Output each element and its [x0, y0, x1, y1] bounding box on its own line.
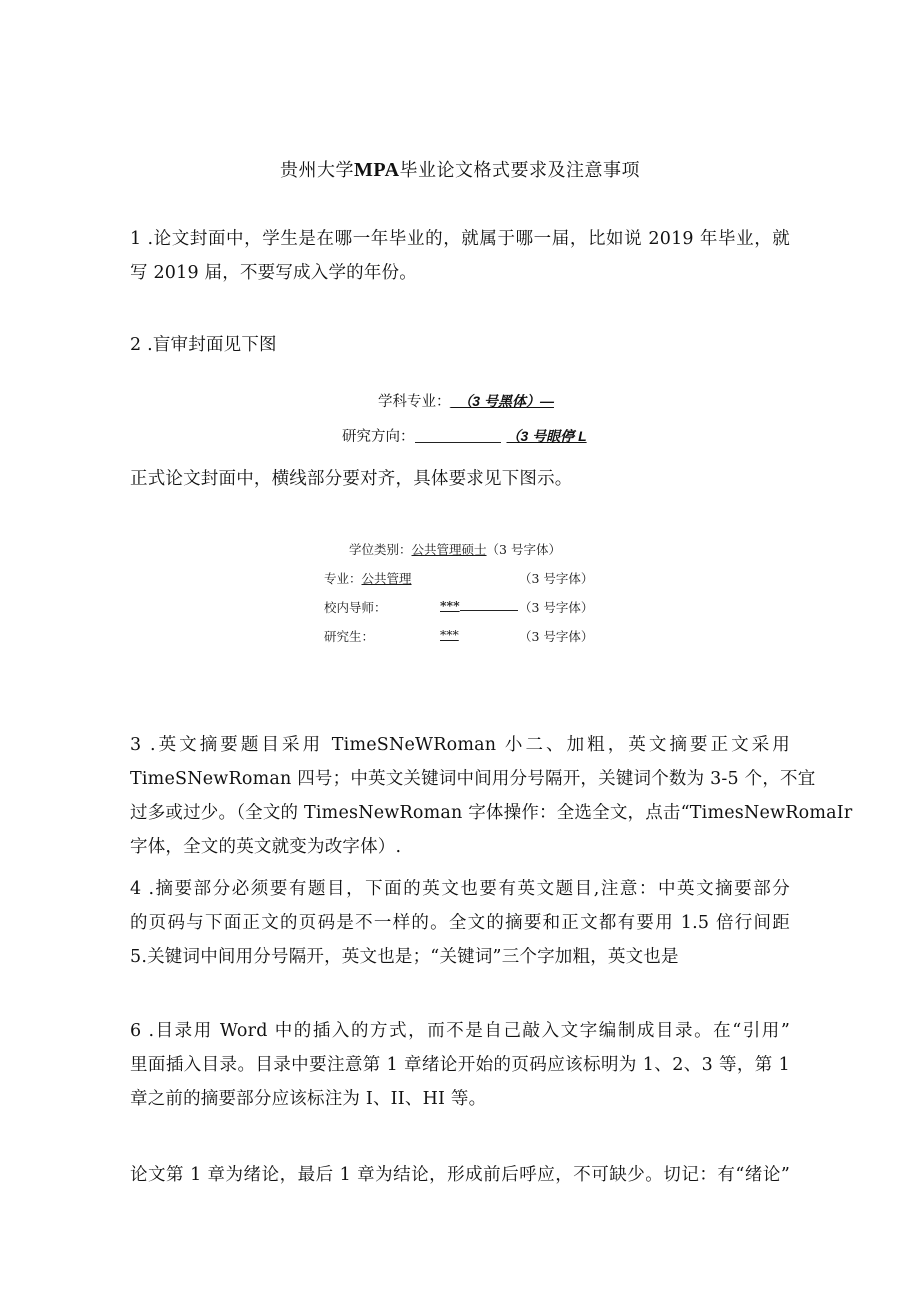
section-3-line-4: 字体，全文的英文就变为改字体）. [130, 837, 402, 857]
section-3-paragraph [130, 728, 853, 864]
figure-1-row-2-note: （3 号眼停 L [506, 428, 587, 444]
section-2-heading [130, 328, 790, 362]
section-4-line-1: 4 .摘要部分必须要有题目，下面的英文也要有英文题目,注意：中英文摘要部分 [130, 879, 790, 899]
formal-cover-note [130, 462, 790, 496]
section-6-line-1: 6 .目录用 Word 中的插入的方式，而不是自己敲入文字编制成目录。在“引用” [130, 1021, 790, 1041]
figure-2-row-1-note: （3 号字体） [486, 542, 561, 557]
figure-2-row-4-label: 研究生： [324, 629, 375, 644]
formal-cover-note-text: 正式论文封面中，横线部分要对齐，具体要求见下图示。 [130, 469, 573, 489]
figure-2-row-3-note: （3 号字体） [519, 600, 594, 615]
section-3-line-3: 过多或过少。（全文的 TimesNewRoman 字体操作：全选全文，点击“TimesNewRomaIr [130, 803, 853, 823]
figure-1-row-1-note: _（3 号黑体）— [450, 393, 554, 409]
figure-1-row-1-label: 学科专业： [378, 394, 451, 410]
title-suffix: 毕业论文格式要求及注意事项 [399, 160, 641, 181]
figure-2-row-4-value [440, 627, 459, 642]
figure-1-row-1 [378, 390, 554, 411]
figure-2-row-4-note: （3 号字体） [519, 629, 594, 644]
figure-2-row-1 [349, 540, 561, 558]
figure-2-row-4-value-text: *** [440, 627, 459, 642]
figure-2-row-3-line [460, 610, 518, 611]
figure-2-row-3-label: 校内导师： [324, 600, 387, 615]
figure-1-row-2 [342, 425, 587, 446]
final-line-1: 论文第 1 章为绪论，最后 1 章为结论，形成前后呼应，不可缺少。切记：有“绪论” [130, 1165, 790, 1185]
section-4-line-2: 的页码与下面正文的页码是不一样的。全文的摘要和正文都有要用 1.5 倍行间距 [130, 913, 790, 933]
figure-2-row-2-note: （3 号字体） [519, 571, 594, 586]
figure-2-row-2-value: 公共管理 [361, 571, 412, 586]
figure-2-row-1-label: 学位类别： [349, 542, 412, 557]
section-6-line-2: 里面插入目录。目录中要注意第 1 章绪论开始的页码应该标明为 1、2、3 等，第 1 [130, 1055, 790, 1075]
section-6-paragraph [130, 1014, 790, 1116]
figure-2-row-2-label: 专业： [324, 571, 362, 586]
figure-2-row-2-label-group [324, 569, 412, 587]
figure-2-row-1-value: 公共管理硕士 [411, 542, 487, 557]
figure-2-row-3-value: *** [440, 598, 460, 613]
section-6-line-3: 章之前的摘要部分应该标注为 I、II、HI 等。 [130, 1089, 487, 1109]
figure-1-row-2-label: 研究方向： [342, 429, 415, 445]
section-5-line: 5.关键词中间用分号隔开，英文也是；“关键词”三个字加粗，英文也是 [130, 947, 679, 967]
page-title [0, 156, 920, 182]
section-1-paragraph [130, 222, 790, 290]
section-3-line-2: TimeSNewRoman 四号；中英文关键词中间用分号隔开，关键词个数为 3-5 个，不宜 [130, 769, 816, 789]
figure-2-row-3-value-group [440, 598, 518, 613]
section-3-line-1: 3 .英文摘要题目采用 TimeSNeWRoman 小二、加粗，英文摘要正文采用 [130, 735, 790, 755]
title-mpa: MPA [353, 159, 400, 181]
section-1-line-1: 1 .论文封面中，学生是在哪一年毕业的，就属于哪一届，比如说 2019 年毕业，就 [130, 229, 790, 249]
title-prefix: 贵州大学 [279, 160, 354, 181]
section-2-heading-text: 2 .盲审封面见下图 [130, 335, 277, 355]
section-4-paragraph [130, 872, 790, 974]
final-paragraph [130, 1158, 790, 1192]
figure-1-row-2-blank [415, 442, 501, 443]
section-1-line-2: 写 2019 届，不要写成入学的年份。 [130, 263, 417, 283]
